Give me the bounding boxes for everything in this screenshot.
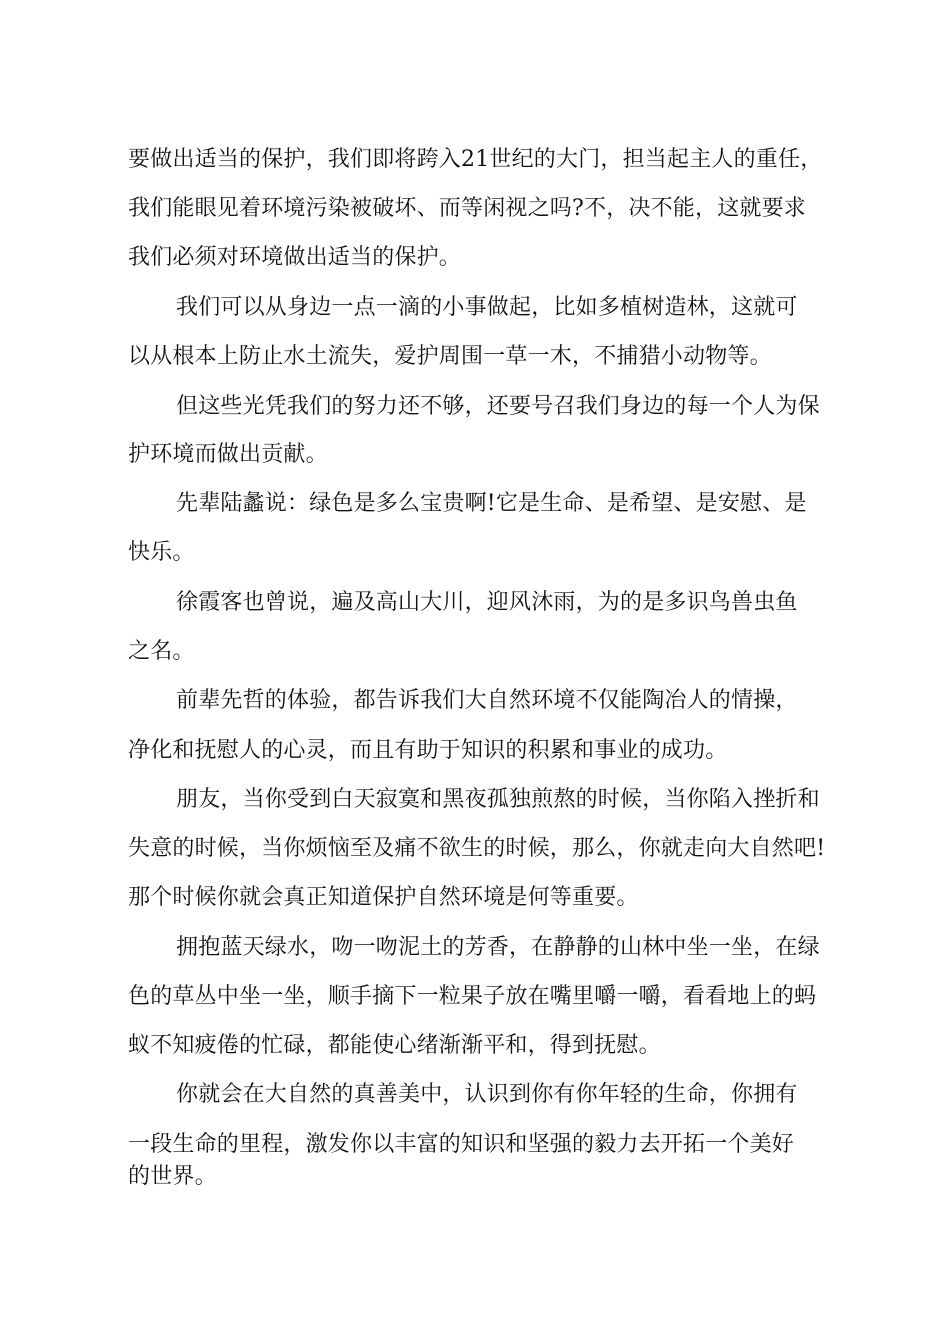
paragraph-first-line: 但这些光凭我们的努力还不够，还要号召我们身边的每一个人为保 [176, 394, 820, 419]
text-line: 色的草丛中坐一坐，顺手摘下一粒果子放在嘴里嚼一嚼，看看地上的蚂 [128, 984, 817, 1009]
text-line: 之名。 [128, 639, 195, 664]
text-line: 失意的时候，当你烦恼至及痛不欲生的时候，那么，你就走向大自然吧! [128, 836, 826, 861]
text-line: 净化和抚慰人的心灵，而且有助于知识的积累和事业的成功。 [128, 738, 728, 763]
text-line: 蚁不知疲倦的忙碌，都能使心绪渐渐平和，得到抚慰。 [128, 1033, 661, 1058]
text-line: 以从根本上防止水土流失，爱护周围一草一木，不捕猎小动物等。 [128, 344, 772, 369]
paragraph-first-line: 我们可以从身边一点一滴的小事做起，比如多植树造林，这就可 [176, 295, 798, 320]
paragraph-first-line: 你就会在大自然的真善美中，认识到你有你年轻的生命，你拥有 [176, 1082, 798, 1107]
text-line: 要做出适当的保护，我们即将跨入21世纪的大门，担当起主人的重任， [128, 147, 823, 172]
text-line: 一段生命的里程，激发你以丰富的知识和坚强的毅力去开拓一个美好 [128, 1132, 795, 1157]
text-line: 我们必须对环境做出适当的保护。 [128, 245, 462, 270]
text-line: 那个时候你就会真正知道保护自然环境是何等重要。 [128, 885, 639, 910]
paragraph-first-line: 前辈先哲的体验，都告诉我们大自然环境不仅能陶冶人的情操， [176, 688, 798, 713]
text-line: 护环境而做出贡献。 [128, 442, 328, 467]
text-line: 我们能眼见着环境污染被破坏、而等闲视之吗?不，决不能，这就要求 [128, 196, 806, 221]
text-line: 快乐。 [128, 540, 195, 565]
text-line: 的世界。 [128, 1164, 217, 1189]
paragraph-first-line: 徐霞客也曾说，遍及高山大川，迎风沐雨，为的是多识鸟兽虫鱼 [176, 590, 798, 615]
paragraph-first-line: 拥抱蓝天绿水，吻一吻泥土的芳香，在静静的山林中坐一坐，在绿 [176, 935, 820, 960]
paragraph-first-line: 朋友，当你受到白天寂寞和黑夜孤独煎熬的时候，当你陷入挫折和 [176, 787, 820, 812]
paragraph-first-line: 先辈陆蠡说：绿色是多么宝贵啊!它是生命、是希望、是安慰、是 [176, 491, 807, 516]
